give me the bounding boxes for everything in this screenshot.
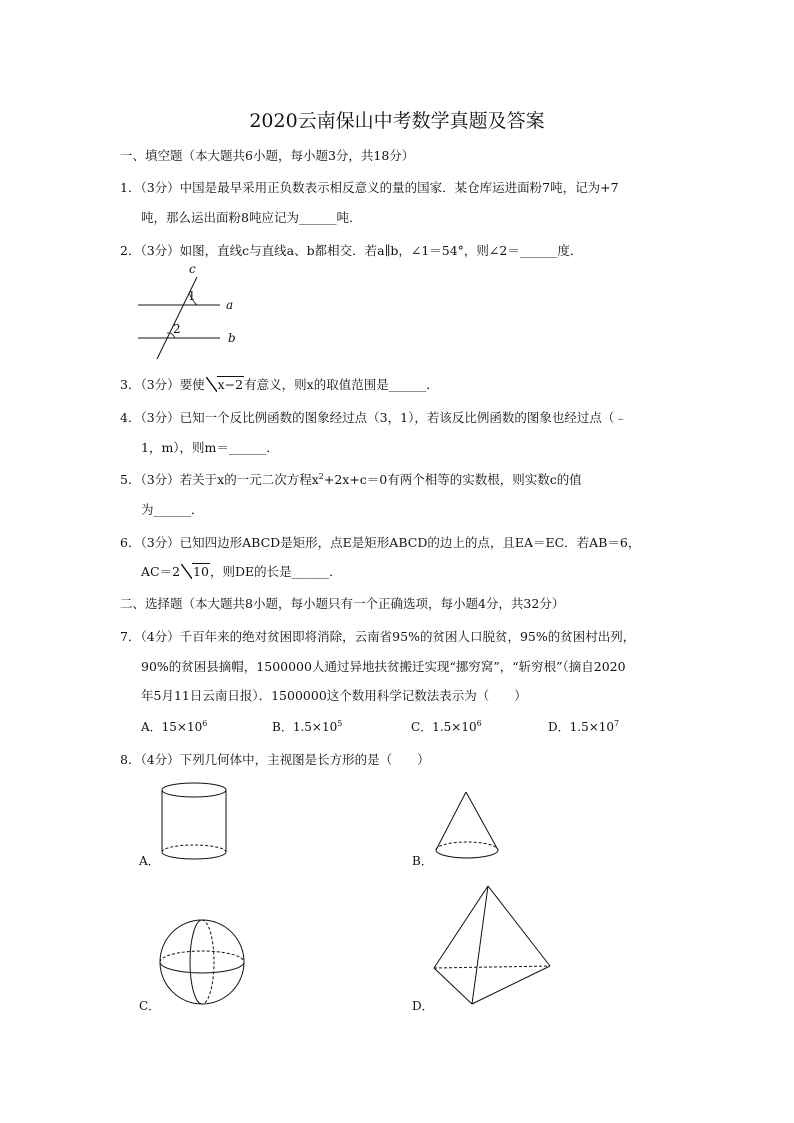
q7-option-c [411, 718, 482, 735]
sqrt-symbol [206, 377, 244, 392]
q7-option-b-text: B．1.5×10 [272, 720, 338, 734]
q1-line2: 吨，那么运出面粉8吨应记为______吨． [141, 210, 362, 225]
q3-line [120, 375, 439, 393]
q7-option-b-exp: 5 [337, 719, 343, 728]
q3-pre: 3．（3分）要使 [120, 377, 205, 392]
q5-post: +2x+c＝0有两个相等的实数根，则实数c的值 [323, 472, 582, 487]
q7-line2: 90%的贫困县摘帽，1500000人通过异地扶贫搬迁实现“挪穷窝”，“斩穷根”（摘自2020 [141, 659, 626, 674]
q3-post: 有意义，则x的取值范围是______． [244, 377, 439, 392]
label-a: a [226, 298, 234, 312]
label-1: 1 [188, 289, 196, 303]
label-c: c [189, 262, 196, 276]
q7-option-a-exp: 6 [202, 719, 208, 728]
q7-option-d-text: D．1.5×10 [548, 720, 615, 734]
section1-heading: 一、填空题（本大题共6小题，每小题3分，共18分） [120, 148, 415, 163]
q5-exponent: 2 [318, 471, 324, 481]
q8-option-d: D． [412, 999, 434, 1013]
q7-line3: 年5月11日云南日报）．1500000这个数用科学记数法表示为（ ） [141, 688, 527, 703]
q8-line1: 8．（4分）下列几何体中，主视图是长方形的是（ ） [120, 752, 430, 767]
label-2: 2 [173, 322, 181, 336]
q6-line1: 6．（3分）已知四边形ABCD是矩形，点E是矩形ABCD的边上的点，且EA＝EC．若AB＝6， [120, 535, 641, 550]
q6-post: ，则DE的长是______． [209, 564, 342, 579]
q5-line1 [120, 470, 582, 488]
q7-option-a [141, 718, 207, 735]
q3-radicand: x−2 [217, 377, 244, 392]
q8-option-a: A． [139, 854, 160, 868]
q6-line2 [141, 562, 342, 580]
q4-line2: 1，m），则m＝______． [141, 440, 279, 455]
q5-line2: 为______． [141, 502, 204, 517]
q6-pre: AC＝2 [141, 564, 181, 579]
q8-option-c: C． [139, 999, 161, 1013]
q7-line1: 7．（4分）千百年来的绝对贫困即将消除，云南省95%的贫困人口脱贫，95%的贫困村出列， [120, 629, 636, 644]
q8-option-b: B． [412, 854, 433, 868]
label-b: b [228, 331, 236, 345]
sqrt-symbol [181, 564, 210, 579]
q2-line1: 2．（3分）如图，直线c与直线a、b都相交．若a∥b，∠1＝54°，则∠2＝______度． [120, 243, 583, 258]
sphere-figure [158, 912, 258, 1012]
q7-option-c-exp: 6 [476, 719, 482, 728]
q7-option-b [272, 718, 342, 735]
cylinder-figure [158, 776, 238, 866]
q6-radicand: 10 [193, 564, 209, 579]
q7-option-a-text: A．15×10 [141, 720, 203, 734]
page-title: 2020云南保山中考数学真题及答案 [249, 110, 545, 132]
q7-option-c-text: C．1.5×10 [411, 720, 477, 734]
section2-heading: 二、选择题（本大题共8小题，每小题只有一个正确选项，每小题4分，共32分） [120, 596, 565, 611]
pyramid-figure [430, 882, 560, 1012]
q2-parallel-lines-figure [130, 262, 250, 362]
cone-figure [432, 786, 512, 876]
q7-option-d-exp: 7 [614, 719, 620, 728]
q4-line1: 4．（3分）已知一个反比例函数的图象经过点（3，1），若该反比例函数的图象也经过点（﹣ [120, 410, 627, 425]
q7-option-d [548, 718, 619, 735]
q1-line1: 1．（3分）中国是最早采用正负数表示相反意义的量的国家．某仓库运进面粉7吨，记为+7 [120, 180, 619, 195]
q5-pre: 5．（3分）若关于x的一元二次方程x [120, 472, 319, 487]
